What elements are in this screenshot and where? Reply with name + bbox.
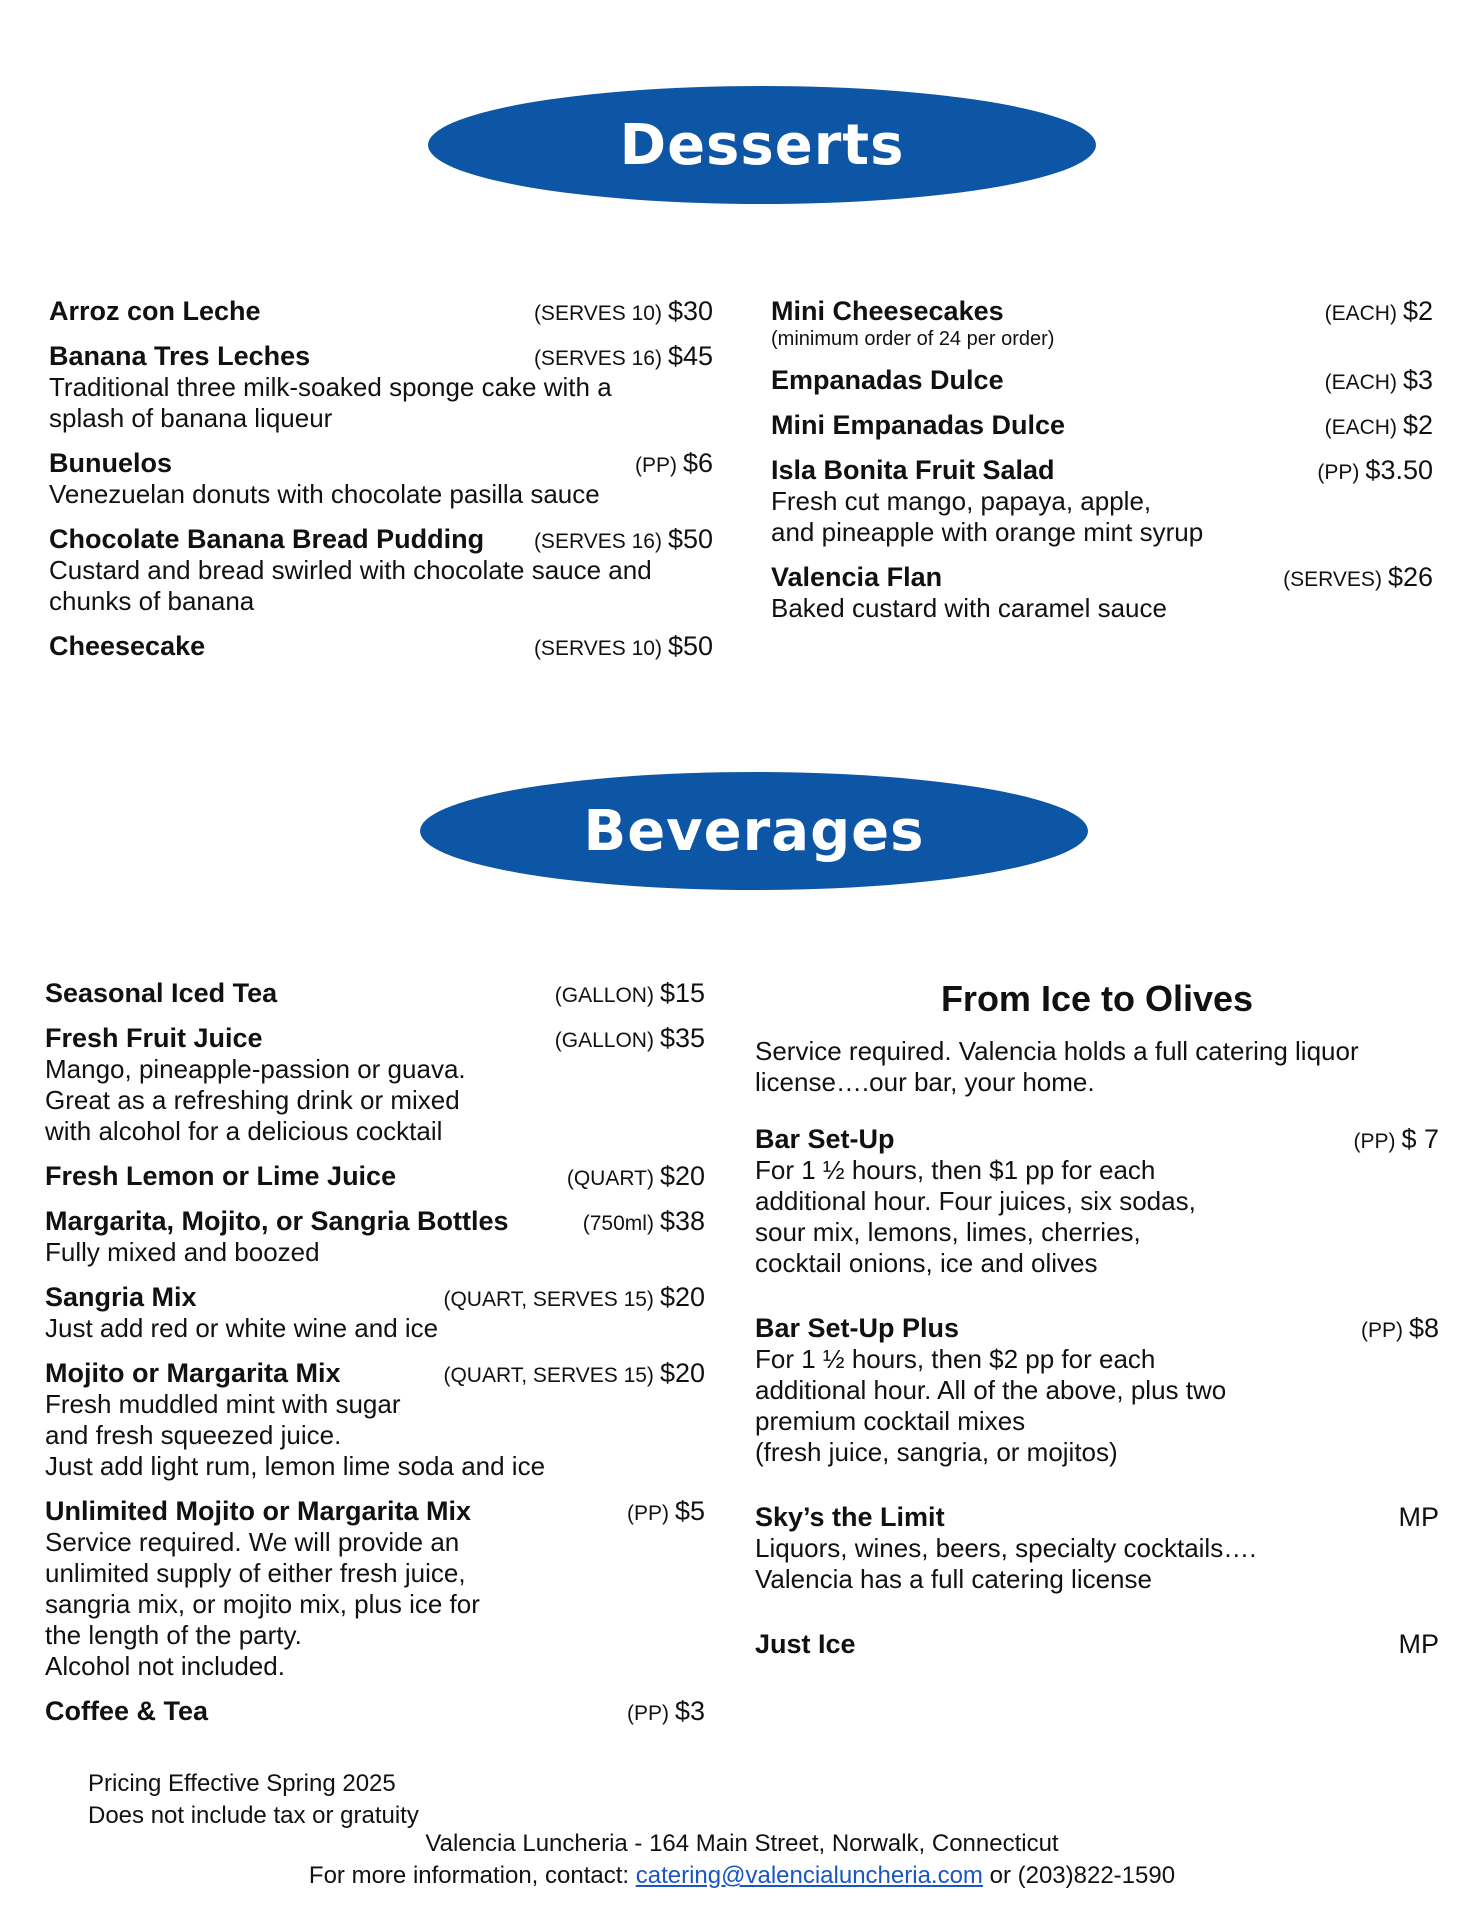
menu-item-price-group: [1399, 1629, 1440, 1660]
menu-item-name: Arroz con Leche: [49, 296, 261, 326]
menu-item-header: [45, 1206, 705, 1237]
menu-item-name: Isla Bonita Fruit Salad: [771, 455, 1055, 485]
menu-item-name: Coffee & Tea: [45, 1696, 209, 1726]
menu-item-qualifier: (PP): [1353, 1130, 1396, 1153]
menu-item-header: [45, 978, 705, 1009]
menu-item-price: MP: [1398, 1629, 1439, 1659]
menu-item-header: [45, 1023, 705, 1054]
menu-item-header: [45, 1496, 705, 1527]
menu-item-header: [45, 1282, 705, 1313]
menu-item-name: Valencia Flan: [771, 562, 943, 592]
menu-item-name: Mojito or Margarita Mix: [45, 1358, 341, 1388]
menu-item-header: [49, 341, 713, 372]
menu-item-name: Sky’s the Limit: [755, 1502, 945, 1532]
menu-item: [45, 1696, 705, 1727]
menu-item-price: $20: [659, 1282, 705, 1312]
menu-item-qualifier: (QUART): [566, 1167, 654, 1190]
menu-item-price-group: [555, 978, 705, 1009]
menu-item-price-group: [1325, 410, 1433, 441]
menu-item-name: Seasonal Iced Tea: [45, 978, 278, 1008]
menu-item-description: Custard and bread swirled with chocolate sauce and chunks of banana: [49, 555, 652, 616]
address: Valencia Luncheria - 164 Main Street, Norwalk, Connecticut: [425, 1830, 1059, 1857]
menu-item-price-group: [555, 1023, 705, 1054]
menu-item-price: $20: [659, 1161, 705, 1191]
menu-item: [771, 562, 1433, 624]
tax-note: Does not include tax or gratuity: [88, 1802, 419, 1829]
desserts-banner: [428, 86, 1096, 204]
menu-item-price: $3: [1402, 365, 1433, 395]
menu-item-description: Liquors, wines, beers, specialty cocktails…. Valencia has a full catering license: [755, 1533, 1257, 1594]
menu-item-header: [771, 562, 1433, 593]
menu-item-qualifier: (SERVES): [1283, 568, 1382, 591]
menu-item-price-group: [1325, 296, 1433, 327]
contact-footer: [0, 1828, 1484, 1892]
menu-item-price: $50: [667, 631, 713, 661]
menu-item-name: Sangria Mix: [45, 1282, 197, 1312]
menu-item-qualifier: (QUART, SERVES 15): [443, 1364, 654, 1387]
menu-item-qualifier: (EACH): [1324, 416, 1397, 439]
menu-item-price: $35: [659, 1023, 705, 1053]
menu-item-description: Venezuelan donuts with chocolate pasilla sauce: [49, 479, 600, 509]
menu-item-price: $5: [674, 1496, 705, 1526]
menu-item-price-group: [534, 524, 713, 555]
menu-item-header: [45, 1161, 705, 1192]
menu-item-name: Mini Empanadas Dulce: [771, 410, 1066, 440]
menu-item-price: $2: [1402, 410, 1433, 440]
menu-item-name: Mini Cheesecakes: [771, 296, 1004, 326]
menu-item-header: [49, 296, 713, 327]
contact-line: [0, 1860, 1484, 1892]
menu-item-header: [771, 296, 1433, 327]
menu-item: [755, 1502, 1439, 1595]
menu-item-price-group: [1353, 1124, 1439, 1155]
menu-item-name: Empanadas Dulce: [771, 365, 1004, 395]
menu-item-header: [755, 1502, 1439, 1533]
menu-item-header: [49, 524, 713, 555]
menu-item-price-group: [534, 631, 713, 662]
desserts-title: Desserts: [619, 112, 905, 178]
desserts-left-column: [49, 296, 713, 676]
menu-item: [49, 524, 713, 617]
menu-item-qualifier: (PP): [634, 454, 677, 477]
menu-item-description: Fresh cut mango, papaya, apple, and pineapple with orange mint syrup: [771, 486, 1204, 547]
menu-item-qualifier: (PP): [1360, 1319, 1403, 1342]
menu-item-price-group: [1325, 365, 1433, 396]
menu-item-qualifier: (SERVES 10): [533, 637, 662, 660]
menu-item-header: [755, 1124, 1439, 1155]
menu-item-qualifier: (PP): [626, 1702, 669, 1725]
menu-item-header: [755, 1629, 1439, 1660]
menu-item: [49, 296, 713, 327]
menu-item-name: Unlimited Mojito or Margarita Mix: [45, 1496, 472, 1526]
menu-item-price: $38: [659, 1206, 705, 1236]
menu-item-qualifier: (PP): [1317, 461, 1360, 484]
desserts-right-column: [771, 296, 1433, 638]
menu-item-qualifier: (750ml): [582, 1212, 654, 1235]
menu-item-price: $20: [659, 1358, 705, 1388]
menu-item-qualifier: (PP): [626, 1502, 669, 1525]
menu-item-name: Bar Set-Up Plus: [755, 1313, 960, 1343]
menu-item-name: Fresh Fruit Juice: [45, 1023, 263, 1053]
menu-item-description: Traditional three milk-soaked sponge cake with a splash of banana liqueur: [49, 372, 612, 433]
menu-item-price: $2: [1402, 296, 1433, 326]
menu-item-price-group: [567, 1161, 705, 1192]
menu-item-price-group: [1283, 562, 1433, 593]
menu-item-header: [771, 410, 1433, 441]
menu-item-description: Mango, pineapple-passion or guava. Great as a refreshing drink or mixed with alcohol for a delicious cocktail: [45, 1054, 466, 1146]
menu-item: [45, 1206, 705, 1268]
menu-item-description: Just add red or white wine and ice: [45, 1313, 439, 1343]
menu-item: [771, 365, 1433, 396]
menu-item: [45, 1282, 705, 1344]
menu-item-price-group: [1399, 1502, 1440, 1533]
menu-item: [755, 1124, 1439, 1279]
menu-item-header: [755, 1313, 1439, 1344]
contact-suffix: or (203)822-1590: [982, 1862, 1176, 1889]
menu-item-name: Margarita, Mojito, or Sangria Bottles: [45, 1206, 509, 1236]
menu-item: [771, 455, 1433, 548]
menu-item: [45, 978, 705, 1009]
menu-item-price-group: [443, 1358, 705, 1389]
menu-item: [755, 1313, 1439, 1468]
menu-item-price: $50: [667, 524, 713, 554]
menu-item-price-group: [443, 1282, 705, 1313]
menu-item-description: Fully mixed and boozed: [45, 1237, 320, 1267]
menu-item-header: [49, 448, 713, 479]
menu-item: [49, 341, 713, 434]
menu-item-header: [771, 455, 1433, 486]
menu-item-qualifier: (SERVES 16): [533, 530, 662, 553]
pricing-notes: [88, 1768, 419, 1832]
menu-item-price-group: [1317, 455, 1433, 486]
menu-item-name: Chocolate Banana Bread Pudding: [49, 524, 485, 554]
menu-item: [771, 296, 1433, 351]
menu-item-price-group: [583, 1206, 705, 1237]
menu-item-qualifier: (EACH): [1324, 371, 1397, 394]
menu-item-name: Bar Set-Up: [755, 1124, 895, 1154]
bar-intro: Service required. Valencia holds a full catering liquor license….our bar, your home.: [755, 1036, 1359, 1097]
menu-item-name: Fresh Lemon or Lime Juice: [45, 1161, 397, 1191]
menu-item-name: Banana Tres Leches: [49, 341, 311, 371]
menu-item-qualifier: (QUART, SERVES 15): [443, 1288, 654, 1311]
menu-item-name: Cheesecake: [49, 631, 206, 661]
menu-item-price: $ 7: [1401, 1124, 1439, 1154]
menu-item-qualifier: (SERVES 10): [533, 302, 662, 325]
bar-heading: From Ice to Olives: [940, 978, 1254, 1019]
menu-item-header: [45, 1696, 705, 1727]
menu-item: [771, 410, 1433, 441]
menu-item-price: $3.50: [1365, 455, 1433, 485]
beverages-banner: [420, 772, 1088, 890]
menu-item: [45, 1023, 705, 1147]
menu-item-price-group: [534, 341, 713, 372]
menu-item-price-group: [627, 1696, 705, 1727]
menu-item: [45, 1161, 705, 1192]
menu-item: [755, 1629, 1439, 1660]
menu-item-price-group: [635, 448, 713, 479]
menu-item-header: [49, 631, 713, 662]
menu-item-name: Just Ice: [755, 1629, 856, 1659]
menu-item: [45, 1496, 705, 1682]
beverages-title: Beverages: [583, 798, 925, 864]
menu-item-price-group: [534, 296, 713, 327]
menu-item-price-group: [627, 1496, 705, 1527]
menu-item-price: $15: [659, 978, 705, 1008]
menu-item-header: [771, 365, 1433, 396]
menu-item-price-group: [1361, 1313, 1439, 1344]
menu-item-description: For 1 ½ hours, then $1 pp for each additional hour. Four juices, six sodas, sour mix, lemons, limes, cherries, cocktail onions, ice and olives: [755, 1155, 1196, 1278]
menu-item-price: $6: [682, 448, 713, 478]
menu-item-qualifier: (EACH): [1324, 302, 1397, 325]
beverages-left-column: [45, 978, 705, 1741]
menu-item-qualifier: (GALLON): [554, 984, 654, 1007]
menu-item-price: MP: [1398, 1502, 1439, 1532]
menu-item-description: Fresh muddled mint with sugar and fresh squeezed juice. Just add light rum, lemon lime soda and ice: [45, 1389, 546, 1481]
menu-item-description: Service required. We will provide an unlimited supply of either fresh juice, sangria mix, or mojito mix, plus ice for the length of the party. Alcohol not included.: [45, 1527, 480, 1681]
menu-item-note: (minimum order of 24 per order): [771, 328, 1055, 350]
menu-item-price: $3: [674, 1696, 705, 1726]
menu-item-qualifier: (SERVES 16): [533, 347, 662, 370]
email-link[interactable]: catering@valencialuncheria.com: [635, 1862, 983, 1889]
menu-item: [49, 448, 713, 510]
menu-item-price: $8: [1408, 1313, 1439, 1343]
menu-item-description: For 1 ½ hours, then $2 pp for each additional hour. All of the above, plus two premium cocktail mixes (fresh juice, sangria, or mojitos): [755, 1344, 1227, 1467]
bar-column: [755, 978, 1439, 1694]
menu-item-price: $45: [667, 341, 713, 371]
menu-item: [49, 631, 713, 662]
pricing-effective: Pricing Effective Spring 2025: [88, 1770, 396, 1797]
contact-prefix: For more information, contact:: [308, 1862, 636, 1889]
menu-item-price: $30: [667, 296, 713, 326]
menu-item-description: Baked custard with caramel sauce: [771, 593, 1167, 623]
menu-item: [45, 1358, 705, 1482]
menu-item-header: [45, 1358, 705, 1389]
menu-item-qualifier: (GALLON): [554, 1029, 654, 1052]
menu-item-price: $26: [1387, 562, 1433, 592]
menu-item-name: Bunuelos: [49, 448, 173, 478]
